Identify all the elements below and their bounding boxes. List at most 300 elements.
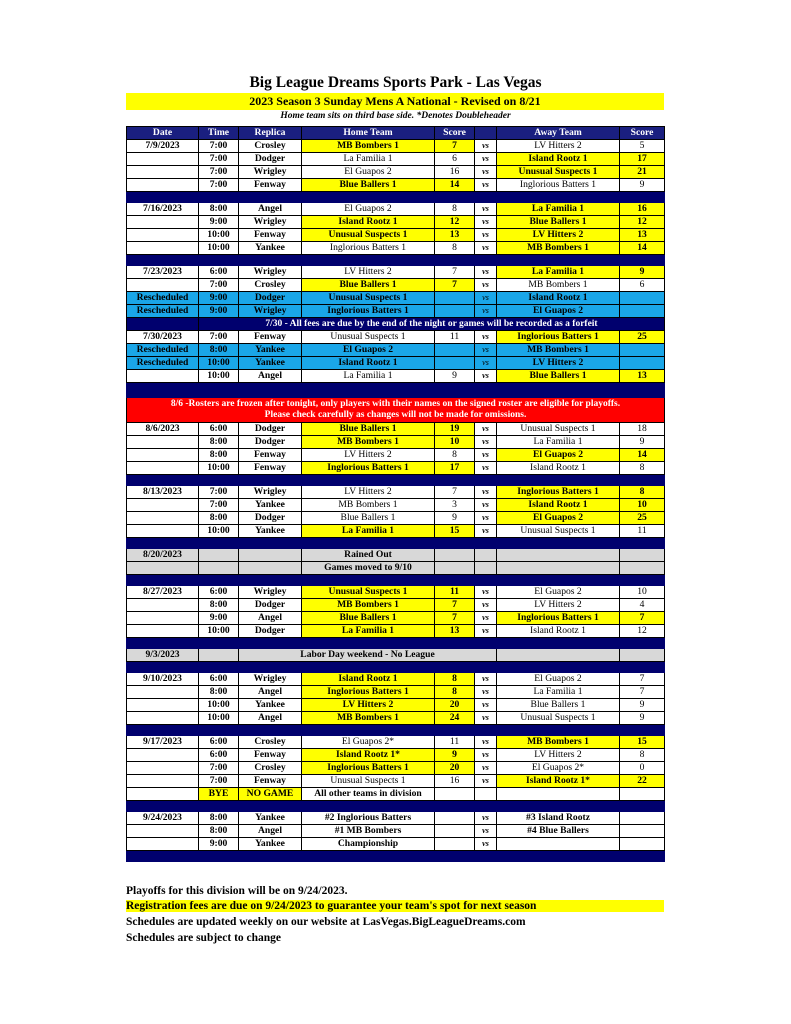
time-cell: 10:00 xyxy=(199,462,239,475)
date-cell xyxy=(127,599,199,612)
home-team-cell: LV Hitters 2 xyxy=(302,266,435,279)
table-cell xyxy=(497,562,620,575)
vs-cell: vs xyxy=(475,292,497,305)
date-cell xyxy=(127,229,199,242)
time-cell: 10:00 xyxy=(199,712,239,725)
time-cell: 10:00 xyxy=(199,370,239,383)
page-title: Big League Dreams Sports Park - Las Vegas xyxy=(249,74,542,91)
away-score-cell: 15 xyxy=(620,736,665,749)
replica-cell: Dodger xyxy=(239,436,302,449)
vs-cell: vs xyxy=(475,370,497,383)
vs-cell: vs xyxy=(475,153,497,166)
home-team-cell: Inglorious Batters 1 xyxy=(302,762,435,775)
game-row xyxy=(127,712,665,725)
footer-playoffs-note: Playoffs for this division will be on 9/24/2023. xyxy=(126,885,348,897)
home-score-cell: 11 xyxy=(435,736,475,749)
away-team-cell: MB Bombers 1 xyxy=(497,344,620,357)
away-score-cell: 8 xyxy=(620,462,665,475)
vs-cell: vs xyxy=(475,344,497,357)
home-score-cell xyxy=(435,838,475,851)
separator-cell xyxy=(127,255,665,266)
notice-spacer xyxy=(127,318,199,331)
replica-cell: Dodger xyxy=(239,153,302,166)
time-cell: 6:00 xyxy=(199,749,239,762)
time-cell: 10:00 xyxy=(199,357,239,370)
away-score-cell xyxy=(620,305,665,318)
week-separator xyxy=(127,383,665,398)
vs-cell: vs xyxy=(475,486,497,499)
time-cell: 7:00 xyxy=(199,153,239,166)
week-separator xyxy=(127,538,665,549)
playoff-row xyxy=(127,838,665,851)
table-cell xyxy=(620,649,665,662)
date-cell: 9/24/2023 xyxy=(127,812,199,825)
table-cell xyxy=(497,788,620,801)
separator-cell xyxy=(127,383,665,398)
vs-cell: vs xyxy=(475,331,497,344)
vs-cell: vs xyxy=(475,357,497,370)
column-header: Away Team xyxy=(497,127,620,140)
away-score-cell: 6 xyxy=(620,279,665,292)
game-row xyxy=(127,436,665,449)
home-team-cell: Unusual Suspects 1 xyxy=(302,292,435,305)
table-cell xyxy=(239,562,302,575)
away-team-cell: Island Rootz 1 xyxy=(497,462,620,475)
home-team-cell: MB Bombers 1 xyxy=(302,140,435,153)
home-score-cell: 13 xyxy=(435,625,475,638)
rescheduled-game-row xyxy=(127,357,665,370)
away-team-cell: La Familia 1 xyxy=(497,436,620,449)
game-row xyxy=(127,499,665,512)
vs-cell: vs xyxy=(475,512,497,525)
separator-cell xyxy=(127,638,665,649)
date-cell xyxy=(127,762,199,775)
away-score-cell: 25 xyxy=(620,512,665,525)
away-team-cell: El Guapos 2 xyxy=(497,586,620,599)
away-team-cell: #3 Island Rootz xyxy=(497,812,620,825)
away-score-cell: 4 xyxy=(620,599,665,612)
time-cell: 8:00 xyxy=(199,512,239,525)
date-cell xyxy=(127,749,199,762)
away-team-cell: El Guapos 2 xyxy=(497,305,620,318)
home-team-cell: Championship xyxy=(302,838,435,851)
game-row xyxy=(127,179,665,192)
game-row xyxy=(127,736,665,749)
replica-cell: Crosley xyxy=(239,140,302,153)
away-score-cell xyxy=(620,292,665,305)
bye-teams: All other teams in division xyxy=(302,788,435,801)
home-score-cell: 20 xyxy=(435,762,475,775)
separator-cell xyxy=(127,575,665,586)
home-score-cell: 14 xyxy=(435,179,475,192)
holiday-row xyxy=(127,649,665,662)
home-score-cell: 8 xyxy=(435,686,475,699)
away-score-cell: 9 xyxy=(620,712,665,725)
week-separator xyxy=(127,725,665,736)
away-score-cell: 21 xyxy=(620,166,665,179)
date-cell: 9/3/2023 xyxy=(127,649,199,662)
game-row xyxy=(127,599,665,612)
replica-cell: Angel xyxy=(239,370,302,383)
game-row xyxy=(127,370,665,383)
date-cell xyxy=(127,712,199,725)
home-team-cell: El Guapos 2 xyxy=(302,203,435,216)
replica-cell: Dodger xyxy=(239,292,302,305)
notice-text: 7/30 - All fees are due by the end of the night or games will be recorded as a forfeit xyxy=(199,318,665,331)
away-team-cell: Blue Ballers 1 xyxy=(497,216,620,229)
date-cell xyxy=(127,436,199,449)
date-cell xyxy=(127,686,199,699)
vs-cell: vs xyxy=(475,699,497,712)
away-team-cell: Unusual Suspects 1 xyxy=(497,166,620,179)
vs-cell: vs xyxy=(475,736,497,749)
date-cell xyxy=(127,449,199,462)
date-cell xyxy=(127,562,199,575)
replica-cell: Angel xyxy=(239,203,302,216)
time-cell: 7:00 xyxy=(199,486,239,499)
game-row xyxy=(127,775,665,788)
time-cell: 7:00 xyxy=(199,775,239,788)
time-cell: 9:00 xyxy=(199,216,239,229)
vs-cell: vs xyxy=(475,140,497,153)
date-cell xyxy=(127,279,199,292)
date-cell xyxy=(127,499,199,512)
replica-cell: Wrigley xyxy=(239,486,302,499)
date-cell xyxy=(127,699,199,712)
game-row xyxy=(127,673,665,686)
away-score-cell: 5 xyxy=(620,140,665,153)
time-cell: 10:00 xyxy=(199,699,239,712)
away-team-cell: LV Hitters 2 xyxy=(497,749,620,762)
date-cell: Rescheduled xyxy=(127,344,199,357)
rainout-row xyxy=(127,562,665,575)
game-row xyxy=(127,423,665,436)
separator-cell xyxy=(127,538,665,549)
away-team-cell: LV Hitters 2 xyxy=(497,599,620,612)
vs-cell: vs xyxy=(475,242,497,255)
rescheduled-game-row xyxy=(127,305,665,318)
replica-cell: Crosley xyxy=(239,762,302,775)
away-score-cell: 7 xyxy=(620,673,665,686)
vs-cell: vs xyxy=(475,423,497,436)
away-score-cell xyxy=(620,838,665,851)
home-score-cell: 24 xyxy=(435,712,475,725)
vs-cell: vs xyxy=(475,166,497,179)
table-cell xyxy=(435,549,475,562)
away-team-cell: Unusual Suspects 1 xyxy=(497,423,620,436)
separator-cell xyxy=(127,851,665,862)
alert-cell xyxy=(127,398,665,423)
column-header: Time xyxy=(199,127,239,140)
replica-cell: Fenway xyxy=(239,449,302,462)
replica-cell: Yankee xyxy=(239,812,302,825)
replica-cell: Yankee xyxy=(239,242,302,255)
home-score-cell: 17 xyxy=(435,462,475,475)
separator-cell xyxy=(127,192,665,203)
away-score-cell: 10 xyxy=(620,499,665,512)
replica-cell: Dodger xyxy=(239,599,302,612)
replica-cell: Yankee xyxy=(239,499,302,512)
replica-cell: Fenway xyxy=(239,331,302,344)
home-team-cell: La Familia 1 xyxy=(302,153,435,166)
away-team-cell xyxy=(497,838,620,851)
fee-notice-row xyxy=(127,318,665,331)
home-team-cell: Unusual Suspects 1 xyxy=(302,229,435,242)
replica-cell: Yankee xyxy=(239,344,302,357)
away-score-cell: 25 xyxy=(620,331,665,344)
away-score-cell: 9 xyxy=(620,699,665,712)
home-score-cell: 9 xyxy=(435,512,475,525)
game-row xyxy=(127,586,665,599)
replica-cell: Fenway xyxy=(239,749,302,762)
separator-cell xyxy=(127,725,665,736)
table-cell xyxy=(435,562,475,575)
vs-cell: vs xyxy=(475,625,497,638)
home-score-cell: 16 xyxy=(435,166,475,179)
home-team-cell: Unusual Suspects 1 xyxy=(302,331,435,344)
away-team-cell: El Guapos 2 xyxy=(497,449,620,462)
home-team-cell: MB Bombers 1 xyxy=(302,599,435,612)
game-row xyxy=(127,612,665,625)
game-row xyxy=(127,153,665,166)
vs-cell: vs xyxy=(475,449,497,462)
home-score-cell: 20 xyxy=(435,699,475,712)
home-team-cell: Unusual Suspects 1 xyxy=(302,775,435,788)
time-cell: 7:00 xyxy=(199,179,239,192)
date-cell xyxy=(127,462,199,475)
away-team-cell: Island Rootz 1* xyxy=(497,775,620,788)
replica-cell: Yankee xyxy=(239,838,302,851)
home-team-cell: Island Rootz 1* xyxy=(302,749,435,762)
away-team-cell: Unusual Suspects 1 xyxy=(497,712,620,725)
week-separator xyxy=(127,192,665,203)
date-cell xyxy=(127,775,199,788)
date-cell: Rescheduled xyxy=(127,292,199,305)
time-cell: 7:00 xyxy=(199,140,239,153)
home-score-cell xyxy=(435,305,475,318)
home-team-cell: Inglorious Batters 1 xyxy=(302,686,435,699)
table-cell xyxy=(435,788,475,801)
date-cell: 8/27/2023 xyxy=(127,586,199,599)
date-cell xyxy=(127,179,199,192)
replica-cell: Angel xyxy=(239,825,302,838)
away-team-cell: Island Rootz 1 xyxy=(497,153,620,166)
date-cell: 9/10/2023 xyxy=(127,673,199,686)
rescheduled-game-row xyxy=(127,344,665,357)
table-header-row xyxy=(127,127,665,140)
away-score-cell: 13 xyxy=(620,370,665,383)
away-team-cell: La Familia 1 xyxy=(497,686,620,699)
home-score-cell xyxy=(435,812,475,825)
home-team-cell: Inglorious Batters 1 xyxy=(302,305,435,318)
time-cell: 7:00 xyxy=(199,166,239,179)
date-cell: 9/17/2023 xyxy=(127,736,199,749)
away-score-cell: 10 xyxy=(620,586,665,599)
date-cell xyxy=(127,625,199,638)
vs-cell: vs xyxy=(475,838,497,851)
away-score-cell: 9 xyxy=(620,266,665,279)
home-score-cell: 7 xyxy=(435,599,475,612)
home-score-cell: 11 xyxy=(435,331,475,344)
away-score-cell: 8 xyxy=(620,749,665,762)
column-header: Replica xyxy=(239,127,302,140)
vs-cell: vs xyxy=(475,179,497,192)
column-header: Home Team xyxy=(302,127,435,140)
table-cell xyxy=(620,549,665,562)
holiday-text: Labor Day weekend - No League xyxy=(239,649,497,662)
game-row xyxy=(127,699,665,712)
time-cell: 8:00 xyxy=(199,686,239,699)
away-score-cell: 18 xyxy=(620,423,665,436)
home-score-cell: 7 xyxy=(435,279,475,292)
away-team-cell: MB Bombers 1 xyxy=(497,736,620,749)
time-cell: 9:00 xyxy=(199,292,239,305)
home-team-cell: LV Hitters 2 xyxy=(302,449,435,462)
home-team-cell: Blue Ballers 1 xyxy=(302,179,435,192)
table-cell xyxy=(475,562,497,575)
home-score-cell: 7 xyxy=(435,140,475,153)
home-score-cell xyxy=(435,344,475,357)
home-team-cell: Blue Ballers 1 xyxy=(302,279,435,292)
home-team-cell: Island Rootz 1 xyxy=(302,357,435,370)
time-cell: 9:00 xyxy=(199,305,239,318)
game-row xyxy=(127,462,665,475)
home-team-cell: MB Bombers 1 xyxy=(302,712,435,725)
schedule-table xyxy=(126,126,665,862)
game-row xyxy=(127,331,665,344)
date-cell xyxy=(127,153,199,166)
playoff-row xyxy=(127,812,665,825)
away-team-cell: Inglorious Batters 1 xyxy=(497,612,620,625)
column-header xyxy=(475,127,497,140)
replica-cell: Yankee xyxy=(239,699,302,712)
home-team-cell: Island Rootz 1 xyxy=(302,673,435,686)
date-cell xyxy=(127,525,199,538)
bye-row xyxy=(127,788,665,801)
home-team-cell: La Familia 1 xyxy=(302,625,435,638)
column-header: Score xyxy=(620,127,665,140)
vs-cell: vs xyxy=(475,305,497,318)
date-cell xyxy=(127,242,199,255)
time-cell: 6:00 xyxy=(199,266,239,279)
time-cell: 8:00 xyxy=(199,436,239,449)
vs-cell: vs xyxy=(475,686,497,699)
home-team-cell: El Guapos 2 xyxy=(302,344,435,357)
game-row xyxy=(127,525,665,538)
away-score-cell: 9 xyxy=(620,436,665,449)
game-row xyxy=(127,486,665,499)
replica-cell: Crosley xyxy=(239,736,302,749)
replica-cell: Wrigley xyxy=(239,266,302,279)
away-team-cell: MB Bombers 1 xyxy=(497,279,620,292)
away-score-cell xyxy=(620,812,665,825)
home-score-cell: 15 xyxy=(435,525,475,538)
vs-cell: vs xyxy=(475,499,497,512)
time-cell: 6:00 xyxy=(199,736,239,749)
time-cell: 8:00 xyxy=(199,203,239,216)
date-cell xyxy=(127,166,199,179)
vs-cell: vs xyxy=(475,825,497,838)
time-cell: 6:00 xyxy=(199,586,239,599)
time-cell: 7:00 xyxy=(199,279,239,292)
away-score-cell: 12 xyxy=(620,216,665,229)
away-team-cell: #4 Blue Ballers xyxy=(497,825,620,838)
date-cell: Rescheduled xyxy=(127,305,199,318)
replica-cell: Wrigley xyxy=(239,586,302,599)
replica-cell: Yankee xyxy=(239,357,302,370)
week-separator xyxy=(127,255,665,266)
page-subtitle: 2023 Season 3 Sunday Mens A National - Revised on 8/21 xyxy=(126,93,664,110)
rescheduled-game-row xyxy=(127,292,665,305)
vs-cell: vs xyxy=(475,712,497,725)
home-score-cell: 6 xyxy=(435,153,475,166)
week-separator xyxy=(127,575,665,586)
replica-cell: Wrigley xyxy=(239,673,302,686)
away-score-cell: 17 xyxy=(620,153,665,166)
home-score-cell xyxy=(435,292,475,305)
home-team-cell: MB Bombers 1 xyxy=(302,499,435,512)
away-team-cell: Blue Ballers 1 xyxy=(497,699,620,712)
away-score-cell: 13 xyxy=(620,229,665,242)
away-team-cell: Island Rootz 1 xyxy=(497,292,620,305)
rainout-text: Games moved to 9/10 xyxy=(302,562,435,575)
away-score-cell: 7 xyxy=(620,612,665,625)
alert-line: 8/6 -Rosters are frozen after tonight, only players with their names on the signed roster are eligible for playoffs. xyxy=(170,399,621,409)
vs-cell: vs xyxy=(475,775,497,788)
separator-cell xyxy=(127,801,665,812)
vs-cell: vs xyxy=(475,599,497,612)
date-cell xyxy=(127,788,199,801)
vs-cell: vs xyxy=(475,203,497,216)
table-cell xyxy=(620,562,665,575)
away-team-cell: Island Rootz 1 xyxy=(497,499,620,512)
away-team-cell: MB Bombers 1 xyxy=(497,242,620,255)
away-score-cell: 7 xyxy=(620,686,665,699)
table-cell xyxy=(199,649,239,662)
date-cell: 7/30/2023 xyxy=(127,331,199,344)
replica-cell: Angel xyxy=(239,686,302,699)
playoff-row xyxy=(127,825,665,838)
home-team-note: Home team sits on third base side. *Denotes Doubleheader xyxy=(280,111,511,121)
replica-cell: Angel xyxy=(239,712,302,725)
separator-cell xyxy=(127,475,665,486)
time-cell: 10:00 xyxy=(199,525,239,538)
away-score-cell: 14 xyxy=(620,242,665,255)
home-score-cell: 16 xyxy=(435,775,475,788)
column-header: Date xyxy=(127,127,199,140)
home-team-cell: #2 Inglorious Batters xyxy=(302,812,435,825)
week-separator xyxy=(127,475,665,486)
home-team-cell: Unusual Suspects 1 xyxy=(302,586,435,599)
home-score-cell: 19 xyxy=(435,423,475,436)
home-team-cell: Blue Ballers 1 xyxy=(302,512,435,525)
home-score-cell: 8 xyxy=(435,673,475,686)
replica-cell: Wrigley xyxy=(239,305,302,318)
vs-cell: vs xyxy=(475,762,497,775)
home-team-cell: La Familia 1 xyxy=(302,370,435,383)
week-separator xyxy=(127,662,665,673)
date-cell: 8/20/2023 xyxy=(127,549,199,562)
game-row xyxy=(127,625,665,638)
replica-cell: Wrigley xyxy=(239,216,302,229)
home-score-cell: 7 xyxy=(435,612,475,625)
away-team-cell: Blue Ballers 1 xyxy=(497,370,620,383)
time-cell: 9:00 xyxy=(199,838,239,851)
home-team-cell: Inglorious Batters 1 xyxy=(302,242,435,255)
away-team-cell: La Familia 1 xyxy=(497,266,620,279)
week-separator xyxy=(127,851,665,862)
table-cell xyxy=(475,788,497,801)
